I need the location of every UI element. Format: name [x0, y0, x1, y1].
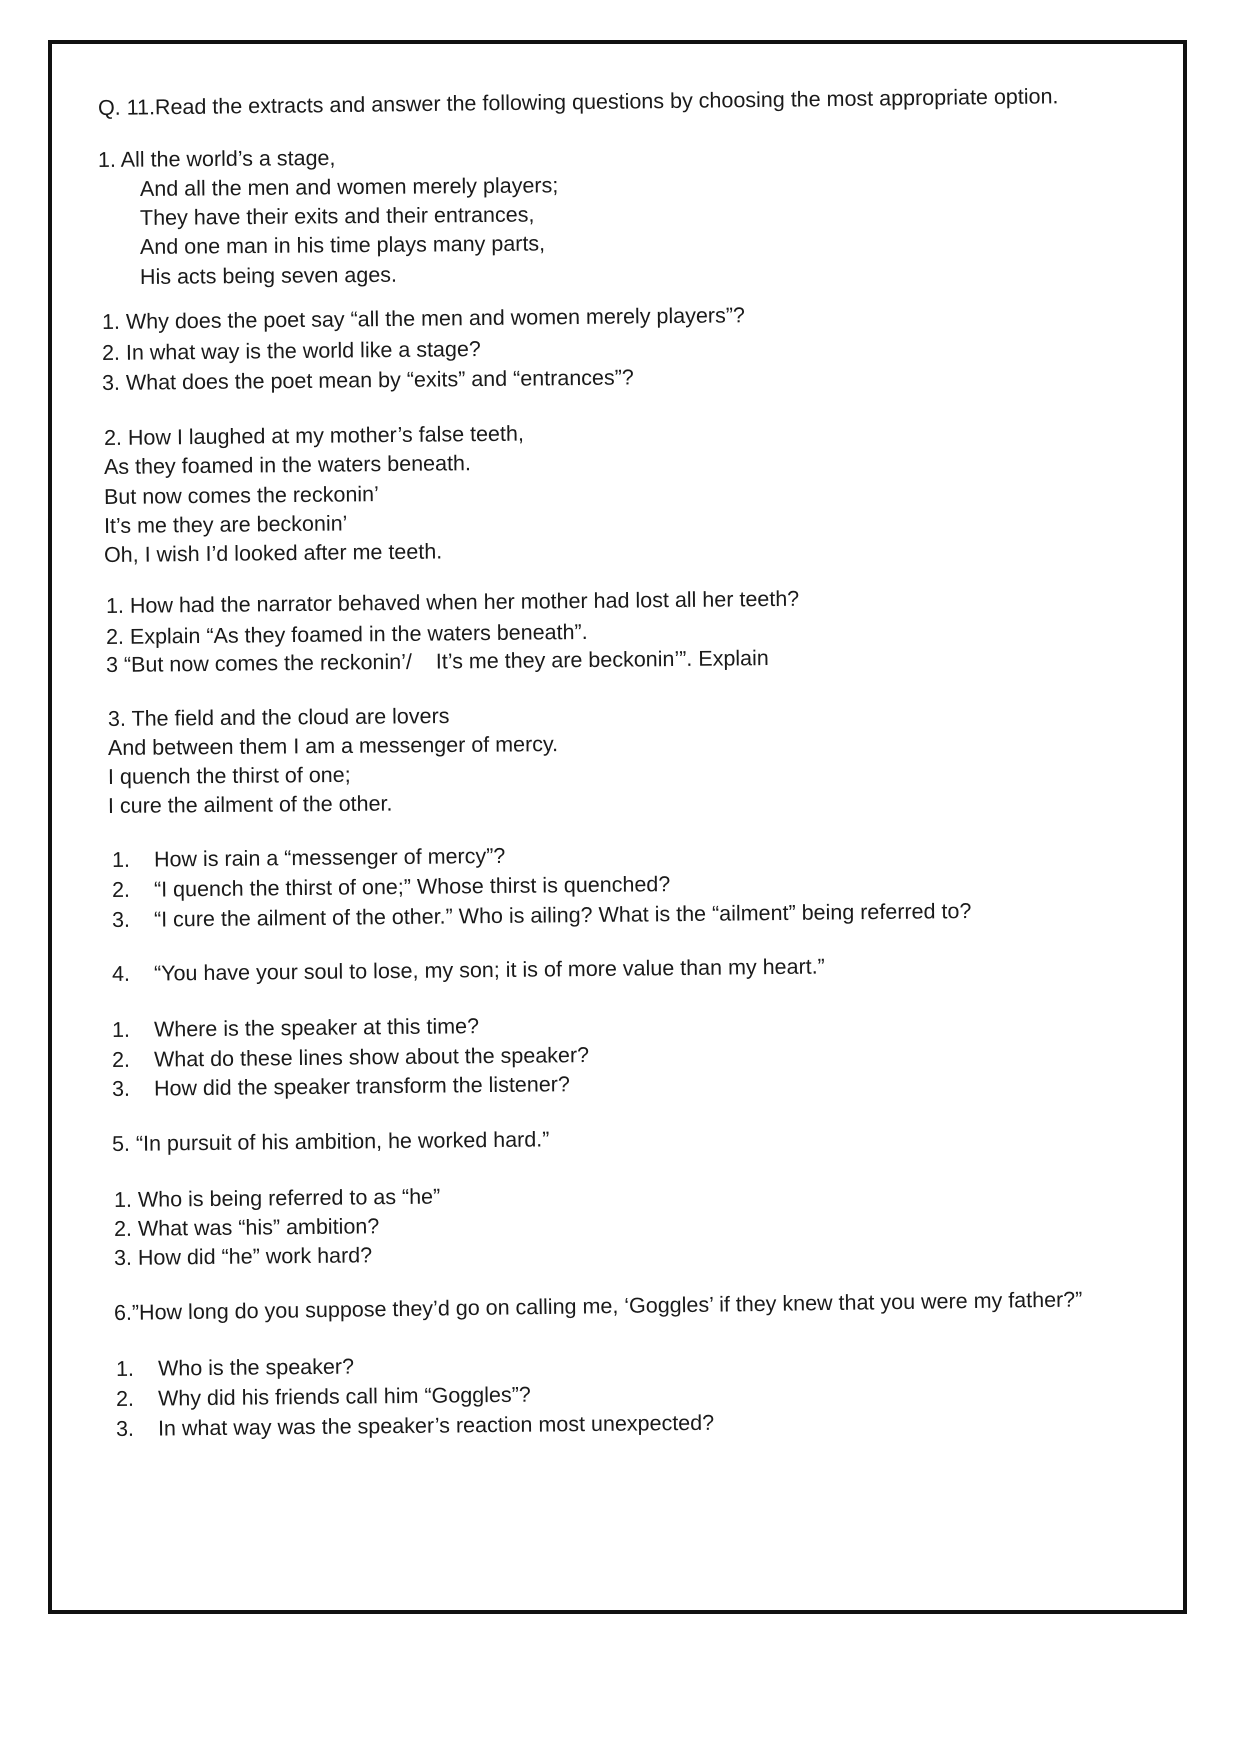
question-line: 1. Who is being referred to as “he”: [113, 1184, 441, 1212]
question-number: 3.: [111, 907, 131, 932]
extract-line: They have their exits and their entrances,: [139, 202, 535, 230]
extract-line: And one man in his time plays many parts,: [139, 231, 546, 259]
extract-line: Oh, I wish I’d looked after me teeth.: [103, 539, 443, 567]
extract-line: And between them I am a messenger of mercy.: [107, 732, 559, 760]
page-border: [48, 40, 1187, 1614]
extract-line: His acts being seven ages.: [139, 262, 398, 289]
question-number: 2.: [115, 1386, 135, 1411]
question-text: “I cure the ailment of the other.” Who is ailing? What is the “ailment” being referred to?: [153, 899, 972, 932]
extract-line: And all the men and women merely players;: [139, 173, 559, 201]
question-line: 3. How did “he” work hard?: [113, 1243, 373, 1270]
extract-line: [112, 951, 825, 990]
extract-line: I quench the thirst of one;: [107, 762, 351, 789]
extract-line: As they foamed in the waters beneath.: [103, 451, 472, 479]
question-line: [116, 1351, 354, 1385]
question-line: 3. What does the poet mean by “exits” and “entrances”?: [101, 365, 634, 395]
extract-line: 1. All the world’s a stage,: [97, 145, 336, 172]
extract-number: 4.: [111, 961, 131, 986]
extract-line: I cure the ailment of the other.: [107, 791, 393, 818]
question-text: How is rain a “messenger of mercy”?: [153, 843, 506, 872]
extract-line: 6.”How long do you suppose they’d go on calling me, ‘Goggles’ if they knew that you were my father?”: [113, 1287, 1083, 1325]
question-number: 3.: [111, 1076, 131, 1101]
question-text: What do these lines show about the speaker?: [153, 1043, 590, 1072]
question-line: 2. What was “his” ambition?: [113, 1214, 380, 1241]
question-number: 3.: [115, 1416, 135, 1441]
question-number: 1.: [111, 1017, 131, 1042]
extract-line: It’s me they are beckonin’: [103, 511, 348, 538]
question-number: 2.: [111, 1047, 131, 1072]
extract-line: 5. “In pursuit of his ambition, he worked hard.”: [111, 1127, 550, 1156]
extract-line: 3. The field and the cloud are lovers: [107, 704, 450, 731]
question-number: 1.: [115, 1356, 135, 1381]
question-text: In what way was the speaker’s reaction most unexpected?: [157, 1410, 715, 1441]
extract-text: “You have your soul to lose, my son; it is of more value than my heart.”: [153, 954, 825, 986]
question-line: 3 “But now comes the reckonin’/ It’s me they are beckonin’”. Explain: [105, 646, 769, 677]
question-line: [112, 1068, 570, 1105]
question-number: 2.: [111, 877, 131, 902]
question-text: Who is the speaker?: [157, 1354, 355, 1381]
question-number: 1.: [111, 847, 131, 872]
question-text: “I quench the thirst of one;” Whose thirst is quenched?: [153, 872, 671, 902]
question-text: How did the speaker transform the listener?: [153, 1072, 570, 1101]
extract-line: But now comes the reckonin’: [103, 482, 379, 509]
worksheet-content: [52, 44, 1183, 1610]
question-line: [116, 1407, 714, 1445]
question-line: 2. In what way is the world like a stage?: [101, 337, 481, 365]
question-heading: Q. 11.Read the extracts and answer the following questions by choosing the most appropriate option.: [97, 84, 1059, 120]
question-text: Where is the speaker at this time?: [153, 1014, 480, 1042]
question-line: 1. How had the narrator behaved when her mother had lost all her teeth?: [105, 586, 800, 618]
question-line: 2. Explain “As they foamed in the waters beneath”.: [105, 619, 588, 649]
extract-line: 2. How I laughed at my mother’s false teeth,: [103, 421, 524, 450]
question-line: 1. Why does the poet say “all the men and women merely players”?: [101, 303, 746, 334]
question-text: Why did his friends call him “Goggles”?: [157, 1382, 531, 1411]
